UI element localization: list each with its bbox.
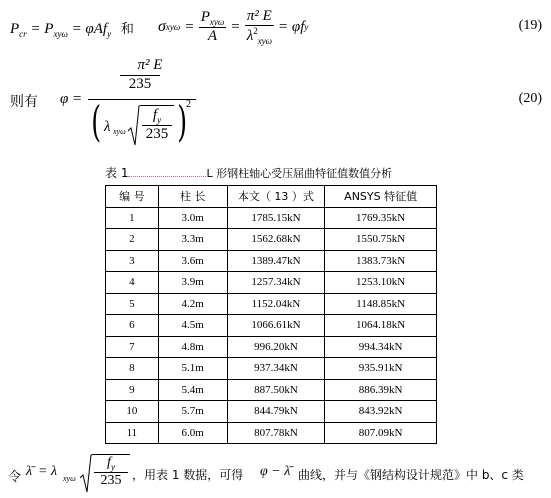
eq20-phi: φ = — [60, 91, 83, 107]
cell-id: 5 — [106, 293, 159, 315]
footer-lambda-sub: xyω — [63, 474, 76, 483]
cell-ansys: 843.92kN — [325, 401, 437, 423]
cell-formula: 1562.68kN — [227, 229, 325, 251]
cell-id: 10 — [106, 401, 159, 423]
cell-formula: 1785.15kN — [227, 207, 325, 229]
table-row — [106, 250, 437, 272]
cell-length: 4.5m — [158, 315, 227, 337]
cell-length: 4.8m — [158, 336, 227, 358]
cell-id: 6 — [106, 315, 159, 337]
eq20-inner-den: 235 — [142, 125, 172, 143]
cell-formula: 807.78kN — [227, 422, 325, 444]
cell-length: 5.1m — [158, 358, 227, 380]
eq19-fraction-1 — [199, 9, 227, 45]
cell-ansys: 935.91kN — [325, 358, 437, 380]
footer-prefix: 令 — [8, 470, 22, 485]
cell-ansys: 1064.18kN — [325, 315, 437, 337]
table-header-row — [106, 186, 437, 208]
cell-id: 11 — [106, 422, 159, 444]
cell-length: 3.0m — [158, 207, 227, 229]
eq19-frac1-den: A — [207, 28, 218, 44]
cell-ansys: 807.09kN — [325, 422, 437, 444]
table-row — [106, 272, 437, 294]
header-length: 柱 长 — [158, 186, 227, 208]
eq20-lambda: λ — [104, 119, 111, 135]
cell-id: 2 — [106, 229, 159, 251]
footer-text2: 曲线，并与《钢结构设计规范》中 b、c 类 — [298, 468, 524, 482]
eq19-eq1: = P — [30, 21, 54, 37]
header-formula: 本文（ 13 ）式 — [227, 186, 325, 208]
eq20-number: (20) — [518, 91, 542, 106]
footer-den: 235 — [94, 472, 128, 489]
eq20-num-den: 235 — [120, 75, 160, 93]
cell-id: 3 — [106, 250, 159, 272]
table-row — [106, 207, 437, 229]
cell-length: 3.6m — [158, 250, 227, 272]
eq19-eq2: = φAf — [71, 21, 108, 37]
eq20-fy-sub: y — [157, 115, 162, 125]
eq19-fsub: y — [107, 29, 112, 39]
table-row — [106, 379, 437, 401]
eq19-frac2-den: λ — [246, 28, 254, 44]
footer-fy-sub: y — [110, 461, 115, 472]
equation-20: 则有 φ = $\frac{\text{π² E}}{235}$ ( λ xyω $f_y$ 235 ) 2 (20) — [10, 57, 542, 146]
cell-length: 5.4m — [158, 379, 227, 401]
eq19-sigma-sub: xyω — [165, 22, 181, 32]
caption-prefix: 表 1 — [105, 166, 129, 180]
cell-formula: 996.20kN — [227, 336, 325, 358]
eq19-lhs-sub: cr — [19, 29, 27, 39]
table-caption — [105, 164, 392, 181]
table-row — [106, 315, 437, 337]
eq19-fraction-2: $\frac{\text{π² E}}{\lambda^2_{xy\omega}}$ — [246, 8, 273, 46]
eq20-prefix: 则有 — [10, 94, 38, 110]
cell-formula: 844.79kN — [227, 401, 325, 423]
sqrt-icon — [128, 105, 140, 147]
header-ansys: ANSYS 特征值 — [325, 186, 437, 208]
eq19-tail: = φf — [278, 18, 305, 35]
cell-id: 4 — [106, 272, 159, 294]
cell-formula: 1257.34kN — [227, 272, 325, 294]
caption-suffix: L 形钢柱轴心受压屈曲特征值数值分析 — [206, 167, 393, 180]
eq19-tail-sub: y — [304, 22, 309, 32]
cell-length: 3.9m — [158, 272, 227, 294]
eq19-frac1-numsub: xyω — [209, 17, 225, 27]
cell-length: 3.3m — [158, 229, 227, 251]
cell-ansys: 1550.75kN — [325, 229, 437, 251]
footer-sqrt-icon — [80, 454, 92, 494]
eq19-number: (19) — [518, 18, 542, 33]
cell-ansys: 1383.73kN — [325, 250, 437, 272]
eq19-sub1: xyω — [53, 29, 68, 39]
footer-line — [8, 452, 551, 496]
table-row — [106, 229, 437, 251]
eq20-num: π² E — [137, 57, 163, 73]
cell-ansys: 994.34kN — [325, 336, 437, 358]
equation-19: $P_{cr} = P_{xy\omega} = \varphi Af_y$ 和 σ xyω = $\frac{P_{xy\omega}}{A}$ = $\frac{\text{π² E}}{\lambda^2_{xy\omega}}$ = φf y (19) — [10, 8, 542, 46]
footer-eq: = λ — [38, 464, 58, 479]
cell-ansys: 1769.35kN — [325, 207, 437, 229]
eq20-exp: 2 — [186, 99, 191, 110]
eq19-conj: 和 — [120, 22, 134, 37]
cell-formula: 1066.61kN — [227, 315, 325, 337]
footer-lambda-bar: λ̄ — [26, 464, 33, 479]
cell-formula: 1152.04kN — [227, 293, 325, 315]
cell-id: 1 — [106, 207, 159, 229]
eq19-frac2-densub: xyω — [257, 36, 273, 46]
cell-length: 5.7m — [158, 401, 227, 423]
table-row — [106, 336, 437, 358]
cell-ansys: 1253.10kN — [325, 272, 437, 294]
table-row — [106, 293, 437, 315]
eq19-frac1-num: P — [200, 9, 210, 25]
cell-formula: 937.34kN — [227, 358, 325, 380]
eq20-fy: f — [152, 107, 158, 123]
footer-fy: f — [107, 455, 111, 470]
cell-id: 7 — [106, 336, 159, 358]
data-table — [105, 185, 437, 444]
cell-ansys: 886.39kN — [325, 379, 437, 401]
eq19-sigma: σ — [158, 18, 166, 35]
cell-length: 4.2m — [158, 293, 227, 315]
eq19-frac2-num: π² E — [246, 8, 272, 24]
table-row — [106, 401, 437, 423]
cell-id: 9 — [106, 379, 159, 401]
table-row — [106, 422, 437, 444]
cell-formula: 1389.47kN — [227, 250, 325, 272]
header-id: 编 号 — [106, 186, 159, 208]
cell-formula: 887.50kN — [227, 379, 325, 401]
cell-id: 8 — [106, 358, 159, 380]
table-row — [106, 358, 437, 380]
cell-length: 6.0m — [158, 422, 227, 444]
footer-curve: φ − λ̄ — [260, 464, 291, 479]
eq20-lambda-sub: xyω — [113, 127, 126, 136]
eq19-lhs: P — [10, 21, 20, 37]
cell-ansys: 1148.85kN — [325, 293, 437, 315]
footer-text1: ，用表 1 数据，可得 — [132, 468, 244, 482]
